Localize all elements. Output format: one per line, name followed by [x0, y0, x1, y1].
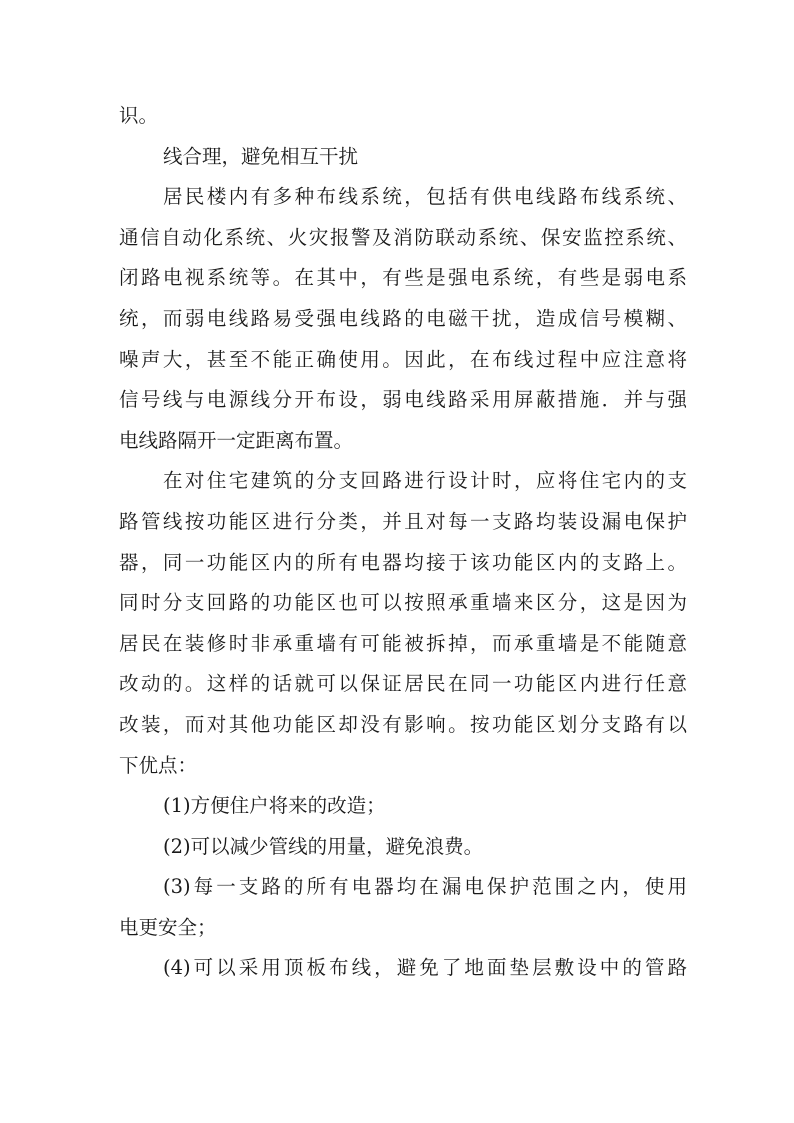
text-line: 统，而弱电线路易受强电线路的电磁干扰，造成信号模糊、	[119, 306, 687, 330]
text-line: 居民在装修时非承重墙有可能被拆掉，而承重墙是不能随意	[119, 631, 687, 655]
document-page	[119, 96, 687, 989]
text-line: 电线路隔开一定距离布置。	[119, 428, 354, 452]
text-line: 信号线与电源线分开布设，弱电线路采用屏蔽措施．并与强	[119, 388, 687, 412]
text-line: 电更安全；	[119, 915, 217, 939]
list-item: (4)可以采用顶板布线，避免了地面垫层敷设中的管路	[163, 956, 687, 980]
text-line: 识。	[119, 104, 159, 127]
text-line: 改动的。这样的话就可以保证居民在同一功能区内进行任意	[119, 672, 687, 696]
text-line: 通信自动化系统、火灾报警及消防联动系统、保安监控系统、	[119, 225, 687, 249]
list-item: (1)方便住户将来的改造；	[163, 794, 386, 818]
text-line: 改装，而对其他功能区却没有影响。按功能区划分支路有以	[119, 712, 687, 736]
text-line: 在对住宅建筑的分支回路进行设计时，应将住宅内的支	[163, 469, 687, 493]
text-line: 路管线按功能区进行分类，并且对每一支路均装设漏电保护	[119, 509, 687, 533]
text-line: 下优点：	[119, 753, 198, 777]
text-line: 闭路电视系统等。在其中，有些是强电系统，有些是弱电系	[119, 266, 687, 290]
list-item: (3)每一支路的所有电器均在漏电保护范围之内，使用	[163, 875, 687, 899]
text-line: 同时分支回路的功能区也可以按照承重墙来区分，这是因为	[119, 591, 687, 615]
list-item: (2)可以减少管线的用量，避免浪费。	[163, 834, 484, 858]
text-line: 噪声大，甚至不能正确使用。因此，在布线过程中应注意将	[119, 347, 687, 371]
text-line: 线合理，避免相互干扰	[163, 144, 359, 168]
text-line: 器，同一功能区内的所有电器均接于该功能区内的支路上。	[119, 550, 687, 574]
text-line: 居民楼内有多种布线系统，包括有供电线路布线系统、	[163, 185, 687, 209]
